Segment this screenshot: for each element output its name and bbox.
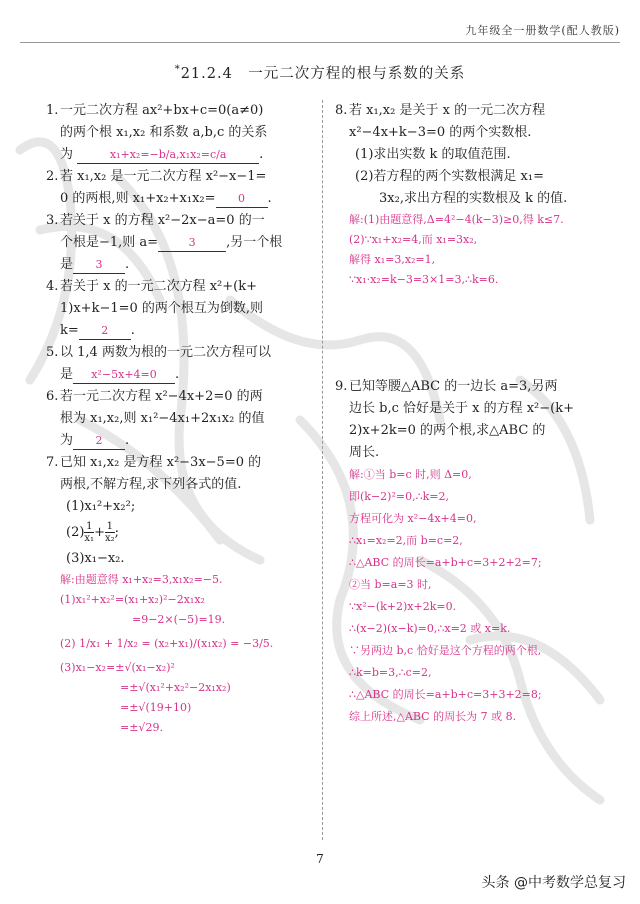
book-header: 九年级全一册数学(配人教版): [465, 24, 620, 37]
q3-label-c: ,另一个根: [226, 235, 283, 250]
q3-line-b: [60, 232, 308, 254]
q9-sol-line: ∴x₁=x₂=2,而 b=c=2,: [349, 534, 463, 547]
q9-sol-line: ∵另两边 b,c 恰好是这个方程的两个根,: [349, 644, 542, 657]
q5-number: 5.: [46, 345, 59, 360]
q9-line-c: 2)x+2k=0 的两个根,求△ABC 的: [349, 423, 546, 438]
q9-line-d: 周长.: [349, 445, 380, 460]
q8-sol-line: (2)∵x₁+x₂=4,而 x₁=3x₂,: [349, 233, 478, 246]
q4-answer: 2: [79, 323, 131, 340]
q3-line-a: 若关于 x 的方程 x²−2x−a=0 的一: [60, 213, 265, 228]
q1-answer: x₁+x₂=−b/a,x₁x₂=c/a: [77, 147, 259, 164]
question-2: [46, 166, 308, 210]
q9-line-b: 边长 b,c 恰好是关于 x 的方程 x²−(k+: [349, 401, 575, 416]
q7-frac-2: [105, 521, 115, 544]
optional-star: *: [174, 64, 181, 76]
q4-label: k=: [60, 323, 79, 338]
q4-end: .: [130, 323, 135, 338]
q7-sol-line: =±√(19+10): [120, 701, 192, 714]
q7-sol-line: (2) 1/x₁ + 1/x₂ = (x₂+x₁)/(x₁x₂) = −3/5.: [60, 637, 274, 650]
q6-line-b: 根为 x₁,x₂,则 x₁²−4x₁+2x₁x₂ 的值: [60, 411, 265, 426]
question-6: [46, 386, 308, 452]
q9-line-a: 已知等腰△ABC 的一边长 a=3,另两: [349, 379, 558, 394]
q6-answer: 2: [73, 433, 125, 450]
q7-sol-line: 解:由题意得 x₁+x₂=3,x₁x₂=−5.: [60, 573, 223, 586]
q4-line-b: 1)x+k−1=0 的两个根互为倒数,则: [60, 301, 264, 316]
q2-number: 2.: [46, 169, 59, 184]
q9-sol-line: ∵x²−(k+2)x+2k=0.: [349, 600, 457, 613]
q6-line-c: [60, 430, 308, 452]
q9-sol-line: ∴k=b=3,∴c=2,: [349, 666, 432, 679]
q3-label: 个根是−1,则 a=: [60, 235, 159, 250]
q7-sol-line: (1)x₁²+x₂²=(x₁+x₂)²−2x₁x₂: [60, 593, 205, 606]
q1-end: .: [259, 147, 264, 162]
brand-watermark: 头条 @中考数学总复习: [481, 875, 626, 891]
q7-line-b: 两根,不解方程,求下列各式的值.: [60, 477, 242, 492]
q9-sol-line: 方程可化为 x²−4x+4=0,: [349, 512, 477, 525]
q8-part-1: (1)求出实数 k 的取值范围.: [355, 147, 511, 162]
q7-frac-2-top: 1: [106, 521, 113, 532]
q2-line-a: 若 x₁,x₂ 是一元二次方程 x²−x−1=: [60, 169, 267, 184]
q5-label: 是: [60, 367, 74, 382]
q8-number: 8.: [335, 103, 348, 118]
q7-frac-1-top: 1: [86, 521, 93, 532]
q9-sol-line: 综上所述,△ABC 的周长为 7 或 8.: [349, 710, 517, 723]
q4-line-c: [60, 320, 308, 342]
q9-sol-line: ∴△ABC 的周长=a+b+c=3+3+2=8;: [349, 688, 542, 701]
column-divider: [322, 100, 323, 840]
q1-line-c: [60, 144, 308, 166]
q7-p2-prefix: (2): [66, 525, 85, 540]
question-5: [46, 342, 308, 386]
question-8: [335, 100, 597, 290]
q6-line-a: 若一元二次方程 x²−4x+2=0 的两: [60, 389, 263, 404]
q7-sol-line: =±√(x₁²+x₂²−2x₁x₂): [120, 681, 231, 694]
q1-line-a: 一元二次方程 ax²+bx+c=0(a≠0): [60, 103, 264, 118]
q6-number: 6.: [46, 389, 59, 404]
question-1: [46, 100, 308, 166]
q5-line-b: [60, 364, 308, 386]
q9-sol-line: ∴(x−2)(x−k)=0,∴x=2 或 x=k.: [349, 622, 511, 635]
q7-sol-line: =±√29.: [120, 721, 163, 734]
q7-sol-line: =9−2×(−5)=19.: [132, 613, 226, 626]
q4-line-a: 若关于 x 的一元二次方程 x²+(k+: [60, 279, 258, 294]
q3-end: .: [125, 257, 130, 272]
q2-answer: 0: [216, 191, 268, 208]
q2-label: 0 的两根,则 x₁+x₂+x₁x₂=: [60, 191, 216, 206]
section-title: [0, 62, 640, 83]
q2-line-b: [60, 188, 308, 210]
q8-sol-line: 解:(1)由题意得,Δ=4²−4(k−3)≥0,得 k≤7.: [349, 213, 564, 226]
page-number: 7: [316, 852, 324, 866]
q8-part-2b: 3x₂,求出方程的实数根及 k 的值.: [379, 191, 568, 206]
q3-number: 3.: [46, 213, 59, 228]
q9-sol-line: ∴△ABC 的周长=a+b+c=3+2+2=7;: [349, 556, 542, 569]
question-7: [46, 452, 308, 738]
q1-label: 为: [60, 147, 74, 162]
q7-part-3: (3)x₁−x₂.: [66, 551, 125, 566]
q1-number: 1.: [46, 103, 59, 118]
q8-line-b: x²−4x+k−3=0 的两个实数根.: [349, 125, 532, 140]
q7-p2-end: ;: [114, 525, 120, 540]
question-9: [335, 376, 597, 728]
q8-solution: [349, 210, 597, 290]
header-rule: [20, 42, 620, 43]
q7-solution: [60, 570, 308, 738]
right-column: [335, 100, 597, 728]
left-column: [46, 100, 308, 738]
section-title-text: 21.2.4 一元二次方程的根与系数的关系: [180, 66, 466, 82]
question-4: [46, 276, 308, 342]
q3-answer-a: 3: [158, 235, 226, 252]
q7-number: 7.: [46, 455, 59, 470]
q5-end: .: [175, 367, 180, 382]
q4-number: 4.: [46, 279, 59, 294]
q5-answer: x²−5x+4=0: [73, 367, 175, 384]
q9-sol-line: 解:①当 b=c 时,则 Δ=0,: [349, 468, 472, 481]
q7-part-1: (1)x₁²+x₂²;: [66, 499, 136, 514]
q7-frac-1-bottom: x₁: [84, 533, 95, 544]
q3-line-c: [60, 254, 308, 276]
q3-answer-b: 3: [73, 257, 125, 274]
q7-frac-2-bottom: x₂: [104, 533, 115, 544]
q1-line-b: 的两个根 x₁,x₂ 和系数 a,b,c 的关系: [60, 125, 268, 140]
question-3: [46, 210, 308, 276]
q7-plus: +: [94, 525, 105, 540]
q9-sol-line: ②当 b=a=3 时,: [349, 578, 432, 591]
q8-part-2a: (2)若方程的两个实数根满足 x₁=: [355, 169, 544, 184]
q6-label: 为: [60, 433, 74, 448]
q8-sol-line: ∵x₁·x₂=k−3=3×1=3,∴k=6.: [349, 273, 499, 286]
q9-solution: [349, 464, 597, 728]
q7-sol-line: (3)x₁−x₂=±√(x₁−x₂)²: [60, 661, 175, 674]
q6-end: .: [125, 433, 130, 448]
q7-line-a: 已知 x₁,x₂ 是方程 x²−3x−5=0 的: [60, 455, 262, 470]
q7-part-2: [60, 518, 308, 548]
q8-sol-line: 解得 x₁=3,x₂=1,: [349, 253, 436, 266]
q9-sol-line: 即(k−2)²=0,∴k=2,: [349, 490, 449, 503]
q3-label-d: 是: [60, 257, 74, 272]
q2-end: .: [267, 191, 272, 206]
q5-line-a: 以 1,4 两数为根的一元二次方程可以: [60, 345, 271, 360]
q8-line-a: 若 x₁,x₂ 是关于 x 的一元二次方程: [349, 103, 546, 118]
q7-frac-1: [84, 521, 94, 544]
q9-number: 9.: [335, 379, 348, 394]
